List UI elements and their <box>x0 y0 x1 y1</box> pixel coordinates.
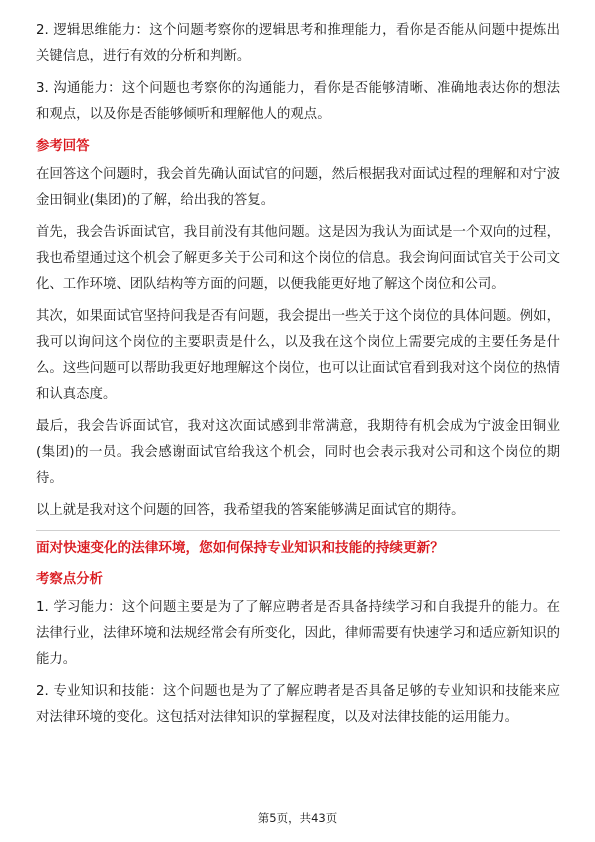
answer-paragraph-second: 其次，如果面试官坚持问我是否有问题，我会提出一些关于这个岗位的具体问题。例如，我可以询问这个岗位的主要职责是什么，以及我在这个岗位上需要完成的主要任务是什么。这些问题可以帮助我更好地理解这个岗位，也可以让面试官看到我对这个岗位的热情和认真态度。 <box>36 309 560 402</box>
page-number-footer: 第5页，共43页 <box>257 811 338 825</box>
paragraph-logic-ability: 2. 逻辑思维能力：这个问题考察你的逻辑思考和推理能力，看你是否能从问题中提炼出关键信息，进行有效的分析和判断。 <box>36 23 560 64</box>
analysis-paragraph-expertise: 2. 专业知识和技能：这个问题也是为了了解应聘者是否具备足够的专业知识和技能来应对法律环境的变化。这包括对法律知识的掌握程度，以及对法律技能的运用能力。 <box>36 684 560 725</box>
analysis-heading: 考察点分析 <box>36 572 103 587</box>
document-page <box>36 18 560 737</box>
answer-paragraph-last: 最后，我会告诉面试官，我对这次面试感到非常满意，我期待有机会成为宁波金田铜业(集团)的一员。我会感谢面试官给我这个机会，同时也会表示我对公司和这个岗位的期待。 <box>36 419 560 486</box>
section-divider <box>36 530 560 531</box>
answer-paragraph-summary: 以上就是我对这个问题的回答，我希望我的答案能够满足面试官的期待。 <box>36 503 465 518</box>
answer-paragraph-first: 首先，我会告诉面试官，我目前没有其他问题。这是因为我认为面试是一个双向的过程，我也希望通过这个机会了解更多关于公司和这个岗位的信息。我会询问面试官关于公司文化、工作环境、团队结构等方面的问题，以便我能更好地了解这个岗位和公司。 <box>36 225 560 292</box>
answer-paragraph-intro: 在回答这个问题时，我会首先确认面试官的问题，然后根据我对面试过程的理解和对宁波金田铜业(集团)的了解，给出我的答复。 <box>36 167 560 208</box>
analysis-paragraph-learning: 1. 学习能力：这个问题主要是为了了解应聘者是否具备持续学习和自我提升的能力。在法律行业，法律环境和法规经常会有所变化，因此，律师需要有快速学习和适应新知识的能力。 <box>36 600 560 667</box>
answer-heading: 参考回答 <box>36 139 90 154</box>
question-title: 面对快速变化的法律环境，您如何保持专业知识和技能的持续更新？ <box>36 540 444 556</box>
paragraph-communication-ability: 3. 沟通能力：这个问题也考察你的沟通能力，看你是否能够清晰、准确地表达你的想法和观点，以及你是否能够倾听和理解他人的观点。 <box>36 81 560 122</box>
